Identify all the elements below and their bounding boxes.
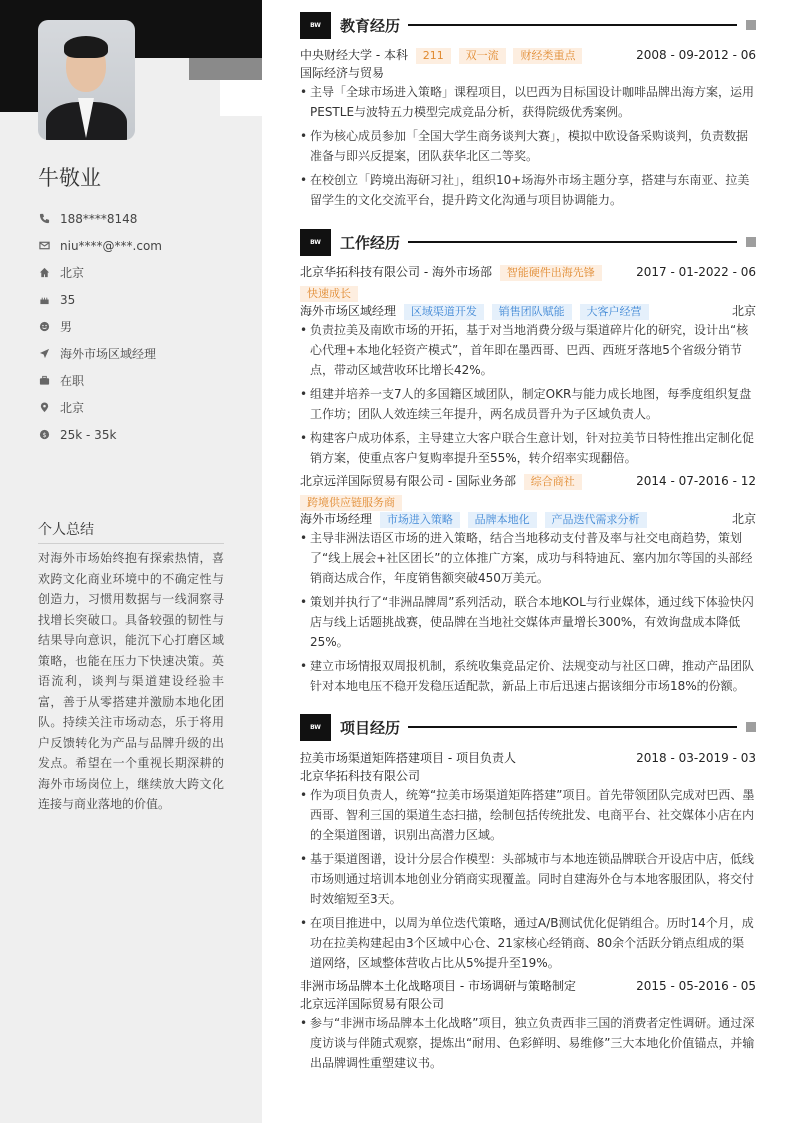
education-date: 2008 - 09-2012 - 06 bbox=[636, 48, 756, 62]
section-badge-icon: BW bbox=[300, 12, 331, 39]
education-bullets bbox=[300, 82, 756, 214]
list-item: • 作为核心成员参加「全国大学生商务谈判大赛」，模拟中欧设备采购谈判，负责数据准备与即兴反提案，团队获华北区二等奖。 bbox=[300, 126, 756, 166]
project-bullets bbox=[300, 785, 756, 977]
section-square-icon bbox=[746, 722, 756, 732]
profile-info bbox=[38, 205, 238, 448]
company-tag: 跨境供应链服务商 bbox=[300, 495, 402, 511]
skill-tag: 销售团队赋能 bbox=[492, 304, 572, 320]
work-bullets bbox=[300, 320, 756, 472]
education-tag: 财经类重点 bbox=[513, 48, 582, 64]
gender-icon bbox=[38, 321, 50, 333]
location-pin-icon bbox=[38, 402, 50, 414]
section-divider bbox=[408, 241, 737, 243]
education-tag: 211 bbox=[416, 48, 451, 64]
sidebar bbox=[0, 0, 262, 1123]
list-item: • 参与“非洲市场品牌本土化战略”项目，独立负责西非三国的消费者定性调研。通过深度访谈与伴随式观察，提炼出“耐用、色彩鲜明、易维修”三大本地化价值锚点，并输出品牌调性重塑建议书。 bbox=[300, 1013, 756, 1073]
work-role-row bbox=[300, 510, 756, 528]
work-role: 海外市场区域经理 bbox=[300, 304, 397, 318]
home-icon bbox=[38, 267, 50, 279]
project-date: 2018 - 03-2019 - 03 bbox=[636, 751, 756, 765]
list-item: • 构建客户成功体系，主导建立大客户联合生意计划，针对拉美节日特性推出定制化促销方案，使重点客户复购率提升至55%，转介绍率实现翻倍。 bbox=[300, 428, 756, 468]
info-row bbox=[38, 421, 238, 448]
company-tag: 综合商社 bbox=[524, 474, 582, 490]
project-header bbox=[300, 977, 756, 995]
phone-icon bbox=[38, 213, 50, 225]
list-item: • 在校创立「跨境出海研习社」，组织10+场海外市场主题分享，搭建与东南亚、拉美留学生的文化交流平台，提升跨文化沟通与项目协调能力。 bbox=[300, 170, 756, 210]
project-title: 拉美市场渠道矩阵搭建项目 - 项目负责人 bbox=[300, 751, 516, 765]
list-item: • 在项目推进中，以周为单位迭代策略，通过A/B测试优化促销组合。历时14个月，成功在拉美构建起由3个区域中心仓、21家核心经销商、80余个活跃分销点组成的渠道网络，区域整体营收占比从5%提升至19%。 bbox=[300, 913, 756, 973]
work-company-row bbox=[300, 263, 756, 281]
work-city: 北京 bbox=[731, 512, 756, 526]
sidebar-accent-white bbox=[220, 80, 262, 116]
work-date: 2017 - 01-2022 - 06 bbox=[636, 265, 756, 279]
work-city: 北京 bbox=[731, 304, 756, 318]
salary-icon bbox=[38, 429, 50, 441]
birthday-cake-icon bbox=[38, 294, 50, 306]
work-company-row bbox=[300, 472, 756, 490]
work-date: 2014 - 07-2016 - 12 bbox=[636, 474, 756, 488]
list-item: • 负责拉美及南欧市场的开拓，基于对当地消费分级与渠道碎片化的研究，设计出“核心代理+本地化轻资产模式”，首年即在墨西哥、巴西、西班牙落地5个省级分销节点，带动区域营收环比增长42%。 bbox=[300, 320, 756, 380]
list-item: • 主导「全球市场进入策略」课程项目，以巴西为目标国设计咖啡品牌出海方案，运用PESTLE与波特五力模型完成竞品分析，获得院级优秀案例。 bbox=[300, 82, 756, 122]
section-square-icon bbox=[746, 20, 756, 30]
section-divider bbox=[408, 726, 737, 728]
education-tag: 双一流 bbox=[459, 48, 506, 64]
info-text: 25k - 35k bbox=[60, 427, 117, 442]
info-text: 北京 bbox=[60, 401, 85, 415]
skill-tag: 产品迭代需求分析 bbox=[545, 512, 647, 528]
svg-text:$: $ bbox=[41, 430, 47, 439]
email-icon bbox=[38, 240, 50, 252]
info-text: 海外市场区域经理 bbox=[60, 347, 157, 361]
project-header bbox=[300, 749, 756, 767]
work-role: 海外市场经理 bbox=[300, 512, 373, 526]
work-tag-row bbox=[300, 284, 756, 302]
info-text: 35 bbox=[60, 292, 76, 307]
summary-text: 对海外市场始终抱有探索热情，喜欢跨文化商业环境中的不确定性与创造力，习惯用数据与一线洞察寻找增长突破口。具备较强的韧性与结果导向意识，能沉下心打磨区域策略，也能在压力下快速决策。英语流利，谈判与渠道建设经验丰富，善于从零搭建并激励本地化团队。持续关注市场动态，乐于将用户反馈转化为产品与品牌升级的出发点。希望在一个重视长期深耕的海外市场岗位上，继续放大跨文化连接与商业落地的价值。 bbox=[38, 551, 224, 811]
company-tag: 智能硬件出海先锋 bbox=[500, 265, 602, 281]
sidebar-accent-bar bbox=[189, 58, 262, 80]
info-row bbox=[38, 394, 238, 421]
project-title: 非洲市场品牌本土化战略项目 - 市场调研与策略制定 bbox=[300, 979, 576, 993]
section-badge-icon: BW bbox=[300, 714, 331, 741]
skill-tag: 区域渠道开发 bbox=[404, 304, 484, 320]
work-company: 北京华拓科技有限公司 - 海外市场部 bbox=[300, 265, 492, 279]
education-school: 中央财经大学 - 本科 bbox=[300, 48, 408, 62]
list-item: • 作为项目负责人，统筹“拉美市场渠道矩阵搭建”项目。首先带领团队完成对巴西、墨西哥、智利三国的渠道生态扫描，绘制包括传统批发、电商平台、社交媒体小店在内的全渠道图谱，识别出高潜力区域。 bbox=[300, 785, 756, 845]
list-item: • 策划并执行了“非洲品牌周”系列活动，联合本地KOL与行业媒体，通过线下体验快闪店与线上话题挑战赛，使品牌在当地社交媒体声量增长300%，有效询盘成本降低25%。 bbox=[300, 592, 756, 652]
education-section-header bbox=[300, 11, 756, 39]
list-item: • 主导非洲法语区市场的进入策略，结合当地移动支付普及率与社交电商趋势，策划了“线上展会+社区团长”的立体推广方案，成功与科特迪瓦、塞内加尔等国的头部经销商达成合作，年度销售额突破450万美元。 bbox=[300, 528, 756, 588]
briefcase-icon bbox=[38, 375, 50, 387]
sidebar-header-block-left bbox=[0, 58, 38, 112]
education-header bbox=[300, 46, 756, 64]
info-text: 188****8148 bbox=[60, 211, 138, 226]
info-row bbox=[38, 286, 238, 313]
list-item: • 基于渠道图谱，设计分层合作模型：头部城市与本地连锁品牌联合开设店中店，低线市场则通过培训本地创业分销商实现覆盖。同时自建海外仓与本地客服团队，将交付时效缩短至3天。 bbox=[300, 849, 756, 909]
info-row bbox=[38, 232, 238, 259]
section-divider bbox=[408, 24, 737, 26]
info-row bbox=[38, 205, 238, 232]
info-row bbox=[38, 340, 238, 367]
work-bullets bbox=[300, 528, 756, 700]
info-text: 男 bbox=[60, 320, 73, 334]
project-date: 2015 - 05-2016 - 05 bbox=[636, 979, 756, 993]
work-role-row bbox=[300, 302, 756, 320]
education-major: 国际经济与贸易 bbox=[300, 66, 385, 80]
list-item: • 组建并培养一支7人的多国籍区域团队，制定OKR与能力成长地图，每季度组织复盘工作坊；团队人效连续三年提升，两名成员晋升为子区域负责人。 bbox=[300, 384, 756, 424]
project-section-title: 项目经历 bbox=[340, 718, 401, 737]
project-section-header bbox=[300, 713, 756, 741]
list-item: • 建立市场情报双周报机制，系统收集竞品定价、法规变动与社区口碑，推动产品团队针对本地电压不稳开发稳压适配款，新品上市后迅速占据该细分市场18%的份额。 bbox=[300, 656, 756, 696]
company-tag: 快速成长 bbox=[300, 286, 358, 302]
send-icon bbox=[38, 348, 50, 360]
skill-tag: 市场进入策略 bbox=[380, 512, 460, 528]
section-square-icon bbox=[746, 237, 756, 247]
info-row bbox=[38, 367, 238, 394]
section-badge-icon: BW bbox=[300, 229, 331, 256]
skill-tag: 品牌本地化 bbox=[468, 512, 537, 528]
info-row bbox=[38, 313, 238, 340]
project-bullets bbox=[300, 1013, 756, 1077]
info-row bbox=[38, 259, 238, 286]
work-section-header bbox=[300, 228, 756, 256]
summary-title: 个人总结 bbox=[38, 519, 224, 544]
info-text: 在职 bbox=[60, 374, 85, 388]
avatar bbox=[38, 20, 135, 140]
project-org: 北京远洋国际贸易有限公司 bbox=[300, 997, 445, 1011]
info-text: 北京 bbox=[60, 266, 85, 280]
project-org: 北京华拓科技有限公司 bbox=[300, 769, 421, 783]
work-section-title: 工作经历 bbox=[340, 233, 401, 252]
profile-name: 牛敬业 bbox=[38, 166, 101, 190]
skill-tag: 大客户经营 bbox=[580, 304, 649, 320]
info-text: niu****@***.com bbox=[60, 238, 162, 253]
work-tag-row bbox=[300, 493, 756, 511]
work-company: 北京远洋国际贸易有限公司 - 国际业务部 bbox=[300, 474, 516, 488]
education-section-title: 教育经历 bbox=[340, 16, 401, 35]
